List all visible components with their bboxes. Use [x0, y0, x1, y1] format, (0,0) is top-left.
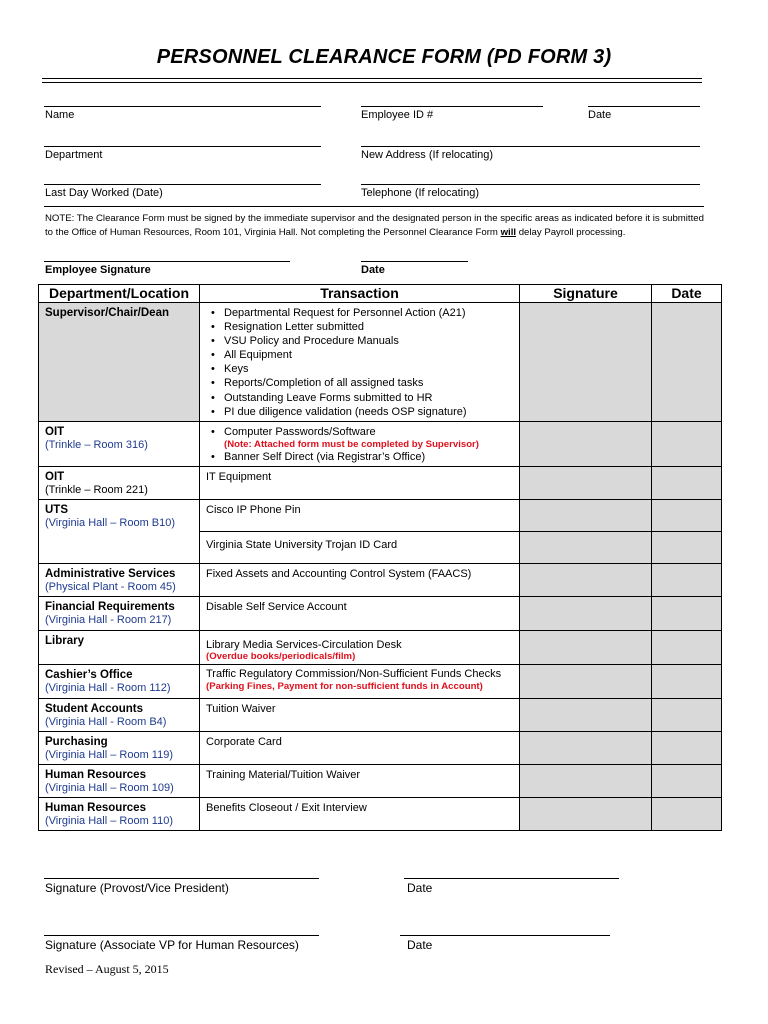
dept-location: (Virginia Hall - Room 112)	[45, 682, 171, 694]
signature-cell[interactable]	[520, 631, 652, 665]
header-transaction: Transaction	[200, 285, 520, 303]
date-cell[interactable]	[652, 665, 722, 699]
list-item: • Resignation Letter submitted	[224, 320, 513, 334]
new-address-label: New Address (If relocating)	[361, 149, 494, 161]
transaction-cell	[200, 699, 520, 732]
signature-cell[interactable]	[520, 303, 652, 422]
transaction-cell	[200, 597, 520, 631]
date-cell[interactable]	[652, 597, 722, 631]
transaction-cell	[200, 564, 520, 597]
signature-cell[interactable]	[520, 532, 652, 564]
dept-cell	[39, 500, 200, 564]
table-row	[39, 798, 722, 831]
transaction-cell	[200, 303, 520, 422]
title-rule	[42, 78, 702, 79]
list-item: • Outstanding Leave Forms submitted to HR	[224, 391, 513, 405]
date-cell[interactable]	[652, 699, 722, 732]
table-row	[39, 765, 722, 798]
transaction-list	[206, 450, 513, 464]
transaction-text: Benefits Closeout / Exit Interview	[206, 802, 367, 814]
signature-cell[interactable]	[520, 564, 652, 597]
header-department: Department/Location	[39, 285, 200, 303]
signature-cell[interactable]	[520, 422, 652, 467]
dept-name: Human Resources	[45, 769, 146, 781]
dept-name: Supervisor/Chair/Dean	[45, 307, 169, 319]
clearance-note	[45, 212, 710, 240]
telephone-line[interactable]	[361, 184, 700, 185]
date-cell[interactable]	[652, 732, 722, 765]
avp-date-label: Date	[407, 938, 433, 952]
avp-signature-line[interactable]	[44, 935, 319, 936]
dept-location: (Virginia Hall – Room 109)	[45, 782, 174, 794]
table-row	[39, 303, 722, 422]
signature-cell[interactable]	[520, 699, 652, 732]
dept-cell	[39, 303, 200, 422]
table-row	[39, 665, 722, 699]
last-day-line[interactable]	[44, 184, 321, 185]
dept-location: (Virginia Hall – Room 119)	[45, 749, 173, 761]
transaction-text: Corporate Card	[206, 736, 282, 748]
transaction-text: Cisco IP Phone Pin	[206, 504, 301, 516]
transaction-cell	[200, 631, 520, 665]
last-day-label: Last Day Worked (Date)	[45, 187, 163, 199]
signature-cell[interactable]	[520, 597, 652, 631]
transaction-text: Tuition Waiver	[206, 703, 276, 715]
transaction-text: Traffic Regulatory Commission/Non-Sufficient Funds Checks	[206, 668, 502, 680]
dept-name: Library	[45, 635, 84, 647]
transaction-cell	[200, 732, 520, 765]
signature-cell[interactable]	[520, 467, 652, 500]
header-signature: Signature	[520, 285, 652, 303]
parking-note: (Parking Fines, Payment for non-sufficient funds in Account)	[206, 681, 483, 692]
table-row	[39, 732, 722, 765]
department-line[interactable]	[44, 146, 321, 147]
provost-date-label: Date	[407, 881, 433, 895]
form-title: PERSONNEL CLEARANCE FORM (PD FORM 3)	[156, 46, 612, 68]
table-row	[39, 467, 722, 500]
dept-cell	[39, 699, 200, 732]
dept-name: UTS	[45, 504, 68, 516]
dept-name: Administrative Services	[45, 568, 176, 580]
table-row	[39, 699, 722, 732]
transaction-cell	[200, 798, 520, 831]
transaction-cell	[200, 765, 520, 798]
list-item: • Departmental Request for Personnel Action (A21)	[224, 306, 513, 320]
dept-location: (Trinkle – Room 316)	[45, 439, 148, 451]
date-label: Date	[588, 109, 612, 121]
dept-cell	[39, 665, 200, 699]
transaction-cell	[200, 665, 520, 699]
list-item: • Reports/Completion of all assigned tasks	[224, 376, 513, 390]
table-row	[39, 631, 722, 665]
table-row	[39, 597, 722, 631]
date-cell[interactable]	[652, 631, 722, 665]
dept-cell	[39, 765, 200, 798]
date-cell[interactable]	[652, 467, 722, 500]
revision-date: Revised – August 5, 2015	[45, 962, 169, 976]
dept-location: (Physical Plant - Room 45)	[45, 581, 176, 593]
new-address-line[interactable]	[361, 146, 700, 147]
transaction-text: Fixed Assets and Accounting Control System (FAACS)	[206, 568, 472, 580]
department-label: Department	[45, 149, 103, 161]
dept-location: (Virginia Hall - Room B4)	[45, 716, 167, 728]
employee-id-label: Employee ID #	[361, 109, 434, 121]
provost-signature-label: Signature (Provost/Vice President)	[45, 881, 229, 895]
table-row	[39, 500, 722, 532]
transaction-cell	[200, 467, 520, 500]
list-item: • PI due diligence validation (needs OSP signature)	[224, 405, 513, 419]
telephone-label: Telephone (If relocating)	[361, 187, 480, 199]
date-line[interactable]	[588, 106, 700, 107]
provost-signature-line[interactable]	[44, 878, 319, 879]
date-cell[interactable]	[652, 303, 722, 422]
list-item: • Banner Self Direct (via Registrar’s Office)	[224, 450, 513, 464]
transaction-text: Training Material/Tuition Waiver	[206, 769, 361, 781]
note-emphasis: will	[500, 227, 517, 238]
dept-name: Student Accounts	[45, 703, 143, 715]
transaction-cell	[200, 422, 520, 467]
dept-name: Financial Requirements	[45, 601, 175, 613]
table-row	[39, 564, 722, 597]
avp-date-line[interactable]	[400, 935, 610, 936]
date-cell[interactable]	[652, 765, 722, 798]
employee-id-line[interactable]	[361, 106, 543, 107]
signature-cell[interactable]	[520, 665, 652, 699]
dept-location: (Virginia Hall – Room 110)	[45, 815, 173, 827]
avp-signature-label: Signature (Associate VP for Human Resources)	[45, 938, 299, 952]
list-item: • All Equipment	[224, 348, 513, 362]
employee-signature-line[interactable]	[44, 261, 290, 262]
signature-cell[interactable]	[520, 500, 652, 532]
list-item: • VSU Policy and Procedure Manuals	[224, 334, 513, 348]
employee-signature-label: Employee Signature	[45, 264, 151, 276]
dept-cell	[39, 467, 200, 500]
date-cell[interactable]	[652, 422, 722, 467]
dept-cell	[39, 564, 200, 597]
dept-cell	[39, 732, 200, 765]
title-rule-second	[42, 82, 702, 83]
name-line[interactable]	[44, 106, 321, 107]
list-item: • Computer Passwords/Software	[224, 425, 513, 439]
dept-location: (Trinkle – Room 221)	[45, 484, 148, 496]
signature-cell[interactable]	[520, 765, 652, 798]
dept-name: Purchasing	[45, 736, 108, 748]
supervisor-note: (Note: Attached form must be completed by Supervisor)	[224, 439, 479, 451]
transaction-text: Virginia State University Trojan ID Card	[206, 539, 398, 551]
employee-date-line[interactable]	[361, 261, 468, 262]
fields-divider	[44, 206, 704, 207]
transaction-text: Disable Self Service Account	[206, 601, 347, 613]
dept-location: (Virginia Hall – Room B10)	[45, 517, 176, 529]
signature-cell[interactable]	[520, 798, 652, 831]
dept-name: OIT	[45, 426, 65, 438]
dept-cell	[39, 798, 200, 831]
transaction-text: Library Media Services-Circulation Desk	[206, 639, 402, 651]
dept-name: OIT	[45, 471, 65, 483]
dept-cell	[39, 422, 200, 467]
date-cell[interactable]	[652, 500, 722, 532]
dept-cell	[39, 631, 200, 665]
employee-date-label: Date	[361, 264, 385, 276]
dept-name: Human Resources	[45, 802, 146, 814]
transaction-cell	[200, 500, 520, 532]
dept-name: Cashier’s Office	[45, 669, 133, 681]
clearance-table	[38, 284, 722, 831]
dept-cell	[39, 597, 200, 631]
transaction-list	[206, 306, 513, 419]
name-label: Name	[45, 109, 75, 121]
dept-location: (Virginia Hall - Room 217)	[45, 614, 172, 626]
transaction-cell	[200, 532, 520, 564]
date-cell[interactable]	[652, 564, 722, 597]
date-cell[interactable]	[652, 532, 722, 564]
list-item: • Keys	[224, 362, 513, 376]
note-text-end: delay Payroll processing.	[516, 227, 626, 238]
signature-cell[interactable]	[520, 732, 652, 765]
note-text: NOTE: The Clearance Form must be signed by the immediate supervisor and the designated person in the specific areas as indicated before it is submitted to the Office of Human Resources, Room 101, Virginia Hall. Not completing the Personnel Clearance Form	[45, 213, 704, 238]
table-row	[39, 422, 722, 467]
date-cell[interactable]	[652, 798, 722, 831]
overdue-note: (Overdue books/periodicals/film)	[206, 651, 356, 662]
transaction-list	[206, 425, 513, 439]
table-header-row	[39, 285, 722, 303]
header-date: Date	[652, 285, 722, 303]
provost-date-line[interactable]	[404, 878, 619, 879]
transaction-text: IT Equipment	[206, 471, 272, 483]
